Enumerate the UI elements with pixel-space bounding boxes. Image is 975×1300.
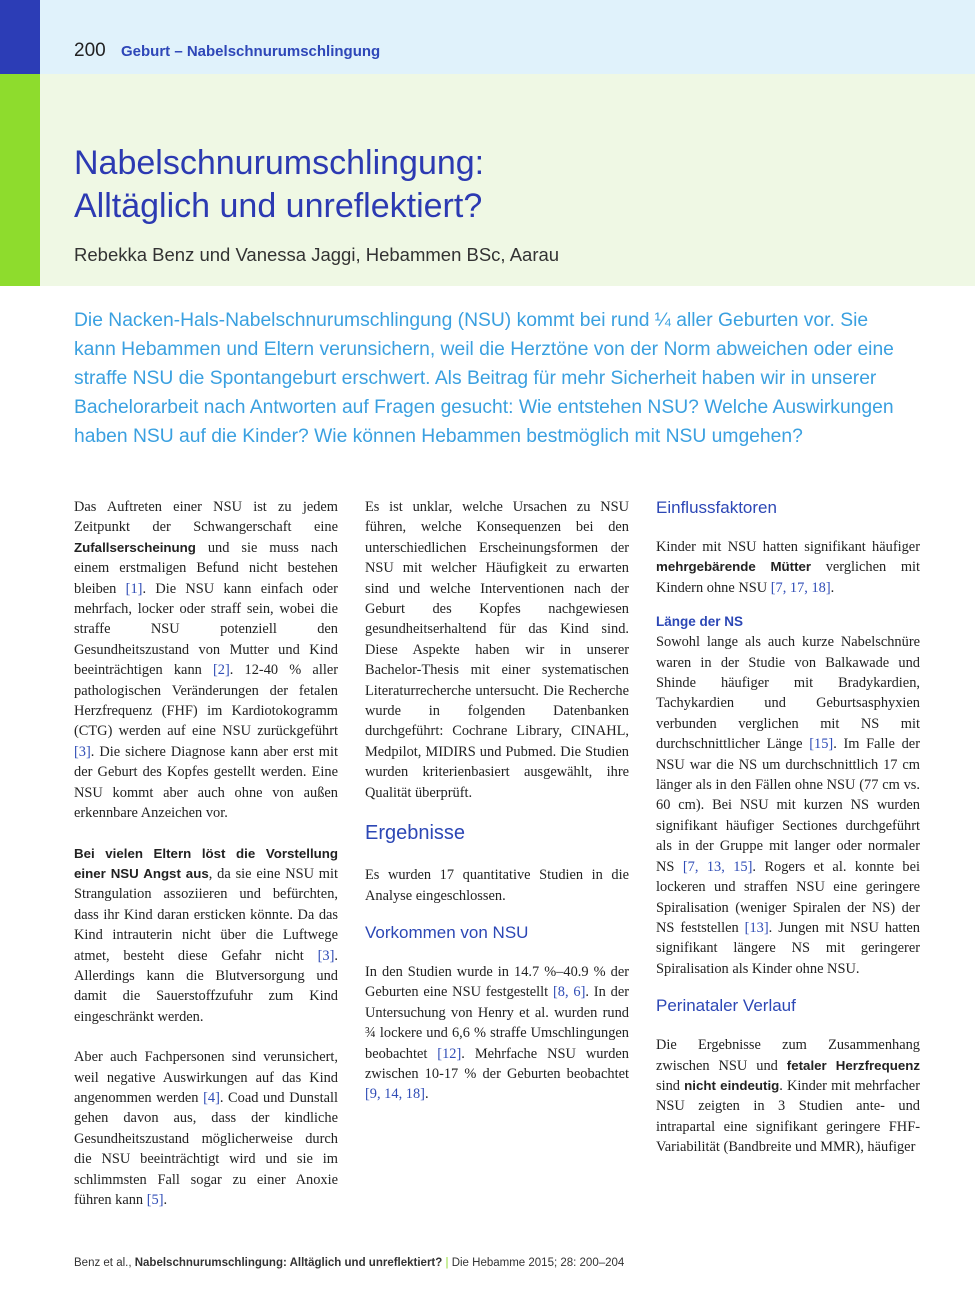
- emphasis: Bei vielen Eltern löst die Vorstellung einer NSU Angst aus: [74, 845, 338, 881]
- reference-link[interactable]: [9, 14, 18]: [365, 1086, 425, 1103]
- reference-link[interactable]: [8, 6]: [552, 984, 586, 1001]
- title-line-1: Nabelschnurumschlingung:: [74, 144, 485, 182]
- reference-link[interactable]: [7, 17, 18]: [770, 579, 831, 596]
- reference-link[interactable]: [15]: [809, 736, 834, 753]
- paragraph: Kinder mit NSU hatten signifikant häufiger mehrgebärende Mütter verglichen mit Kindern ohne NSU [7, 17, 18].: [656, 539, 921, 596]
- reference-link[interactable]: [7, 13, 15]: [682, 858, 753, 875]
- top-header-bar: [0, 0, 975, 74]
- reference-link[interactable]: [2]: [213, 662, 230, 679]
- paragraph: Aber auch Fachpersonen sind verunsichert, weil negative Auswirkungen auf das Kind angenommen werden [4]. Coad und Dunstall gehen davon aus, dass der kindliche Gesundheitszustand möglicherweise durch die NSU beeinträchtigt wird und sie im schlimmsten Fall sogar zu einer Anoxie führen kann [5].: [74, 1049, 338, 1208]
- section-heading: Vorkommen von NSU: [365, 922, 529, 942]
- authors: Rebekka Benz und Vanessa Jaggi, Hebammen BSc, Aarau: [74, 244, 560, 265]
- footer-separator: |: [445, 1257, 449, 1269]
- section-heading: Perinataler Verlauf: [656, 996, 796, 1016]
- reference-link[interactable]: [1]: [125, 580, 143, 597]
- paragraph: Es wurden 17 quantitative Studien in die Analyse eingeschlossen.: [365, 867, 629, 904]
- title-line-2: Alltäglich und unreflektiert?: [74, 187, 483, 225]
- column-1: [74, 497, 338, 1210]
- emphasis: mehrgebärende Mütter: [656, 559, 812, 575]
- running-head: Geburt – Nabelschnurumschlingung: [121, 43, 381, 60]
- reference-link[interactable]: [5]: [146, 1192, 164, 1208]
- reference-link[interactable]: [3]: [74, 743, 91, 760]
- paragraph: Sowohl lange als auch kurze Nabelschnüre waren in der Studie von Balkawade und Shinde häufiger mit Bradykardien, Tachykardien und Geburtsasphyxien verbunden verglichen mit NS mit durchschnittlicher Länge [15]. Im Falle der NSU war die NS um durchschnittlich 17 cm länger als in den Fällen ohne NSU (77 cm vs. 60 cm). Bei NSU mit kurzen NS wurden signifikant häufiger Sectiones durchgeführt als in der Gruppe mit langer oder normaler NS [7, 13, 15]. Rogers et al. konnte bei lockeren und straffen NSU eine geringere Spiralisation (weniger Spiralen der NS) der NS feststellen [13]. Jungen mit NSU hatten signifikant längere NS mit geringerer Spiralisation als Kinder ohne NSU.: [656, 634, 921, 977]
- footer-citation: Benz et al., Nabelschnurumschlingung: Alltäglich und unreflektiert? | Die Hebamme 2015; 28: 200–204: [74, 1257, 625, 1269]
- article-title: [74, 142, 484, 228]
- reference-link[interactable]: [4]: [203, 1089, 220, 1106]
- paragraph: Bei vielen Eltern löst die Vorstellung einer NSU Angst aus, da sie eine NSU mit Strangulation assoziieren und befürchten, dass ihr Kind daran ersticken könnte. Da das Kind intrauterin nicht über die Luftwege atmet, besteht diese Gefahr nicht [3]. Allerdings kann die Blutversorgung und damit die Sauerstoffzufuhr zum Kind eingeschränkt werden.: [74, 845, 338, 1025]
- header-accent-block: [0, 0, 40, 74]
- emphasis: Zufallserscheinung: [74, 539, 196, 555]
- reference-link[interactable]: [3]: [317, 947, 335, 964]
- reference-link[interactable]: [12]: [437, 1045, 462, 1062]
- reference-link[interactable]: [13]: [744, 919, 769, 936]
- title-accent-bar: [0, 74, 40, 286]
- section-heading: Ergebnisse: [365, 822, 466, 845]
- emphasis: fetaler Herzfrequenz: [786, 1057, 920, 1073]
- paragraph: Das Auftreten einer NSU ist zu jedem Zeitpunkt der Schwangerschaft eine Zufallserscheinung und sie muss nach einem erstmaligen Befund nicht bestehen bleiben [1]. Die NSU kann einfach oder mehrfach, locker oder straff sein, wobei die straffe NSU potenziell den Gesundheitszustand von Mutter und Kind beeinträchtigen kann [2]. 12-40 % aller pathologischen Veränderungen der fetalen Herzfrequenz (FHF) im Kardiotokogramm (CTG) werden auf eine NSU zurückgeführt [3]. Die sichere Diagnose kann aber erst mit der Geburt des Kopfes gestellt werden. Eine NSU kommt aber auch ohne von außen erkennbare Anzeichen vor.: [74, 499, 338, 822]
- paragraph: Es ist unklar, welche Ursachen zu NSU führen, welche Konsequenzen bei den unterschiedlichen Erscheinungsformen der NSU mit welcher Häufigkeit zu erwarten sind und welche Interventionen nach der Geburt des Kopfes nachgewiesen gesundheitserhaltend für das Kind sind. Diese Aspekte haben wir in unserer Bachelor-Thesis mit einer systematischen Literaturrecherche untersucht. Die Recherche wurde in folgenden Datenbanken durchgeführt: Cochrane Library, CINAHL, Medpilot, MIDIRS und Pubmed. Die Studien wurden kriterienbasiert ausgewählt, ihre Qualität überprüft.: [365, 499, 629, 801]
- emphasis: nicht eindeutig: [684, 1077, 780, 1093]
- column-3: [656, 497, 920, 1158]
- section-heading: Einflussfaktoren: [656, 498, 777, 517]
- paragraph: Die Ergebnisse zum Zusammenhang zwischen NSU und fetaler Herzfrequenz sind nicht eindeutig. Kinder mit mehrfacher NSU zeigten in 3 Studien ante- und intrapartal eine signifikant geringere FHF-Variabilität (Bandbreite und MMR), häufiger: [656, 1037, 920, 1156]
- lead-paragraph: Die Nacken-Hals-Nabelschnurumschlingung (NSU) kommt bei rund ¼ aller Geburten vor. Sie kann Hebammen und Eltern verunsichern, weil die Herztöne von der Norm abweichen oder eine straffe NSU die Spontangeburt erschwert. Als Beitrag für mehr Sicherheit haben wir in unserer Bachelorarbeit nach Antworten auf Fragen gesucht: Wie entstehen NSU? Welche Auswirkungen haben NSU auf die Kinder? Wie können Hebammen bestmöglich mit NSU umgehen?: [74, 310, 894, 447]
- paragraph: In den Studien wurde in 14.7 %–40.9 % der Geburten eine NSU festgestellt [8, 6]. In der Untersuchung von Henry et al. wurden rund ¾ lockere und 6,6 % straffe Umschlingungen beobachtet [12]. Mehrfache NSU wurden zwischen 10-17 % der Geburten beobachtet [9, 14, 18].: [365, 963, 629, 1103]
- page-number: 200: [74, 40, 106, 61]
- column-2: [365, 497, 629, 1105]
- subsection-heading: Länge der NS: [656, 614, 744, 630]
